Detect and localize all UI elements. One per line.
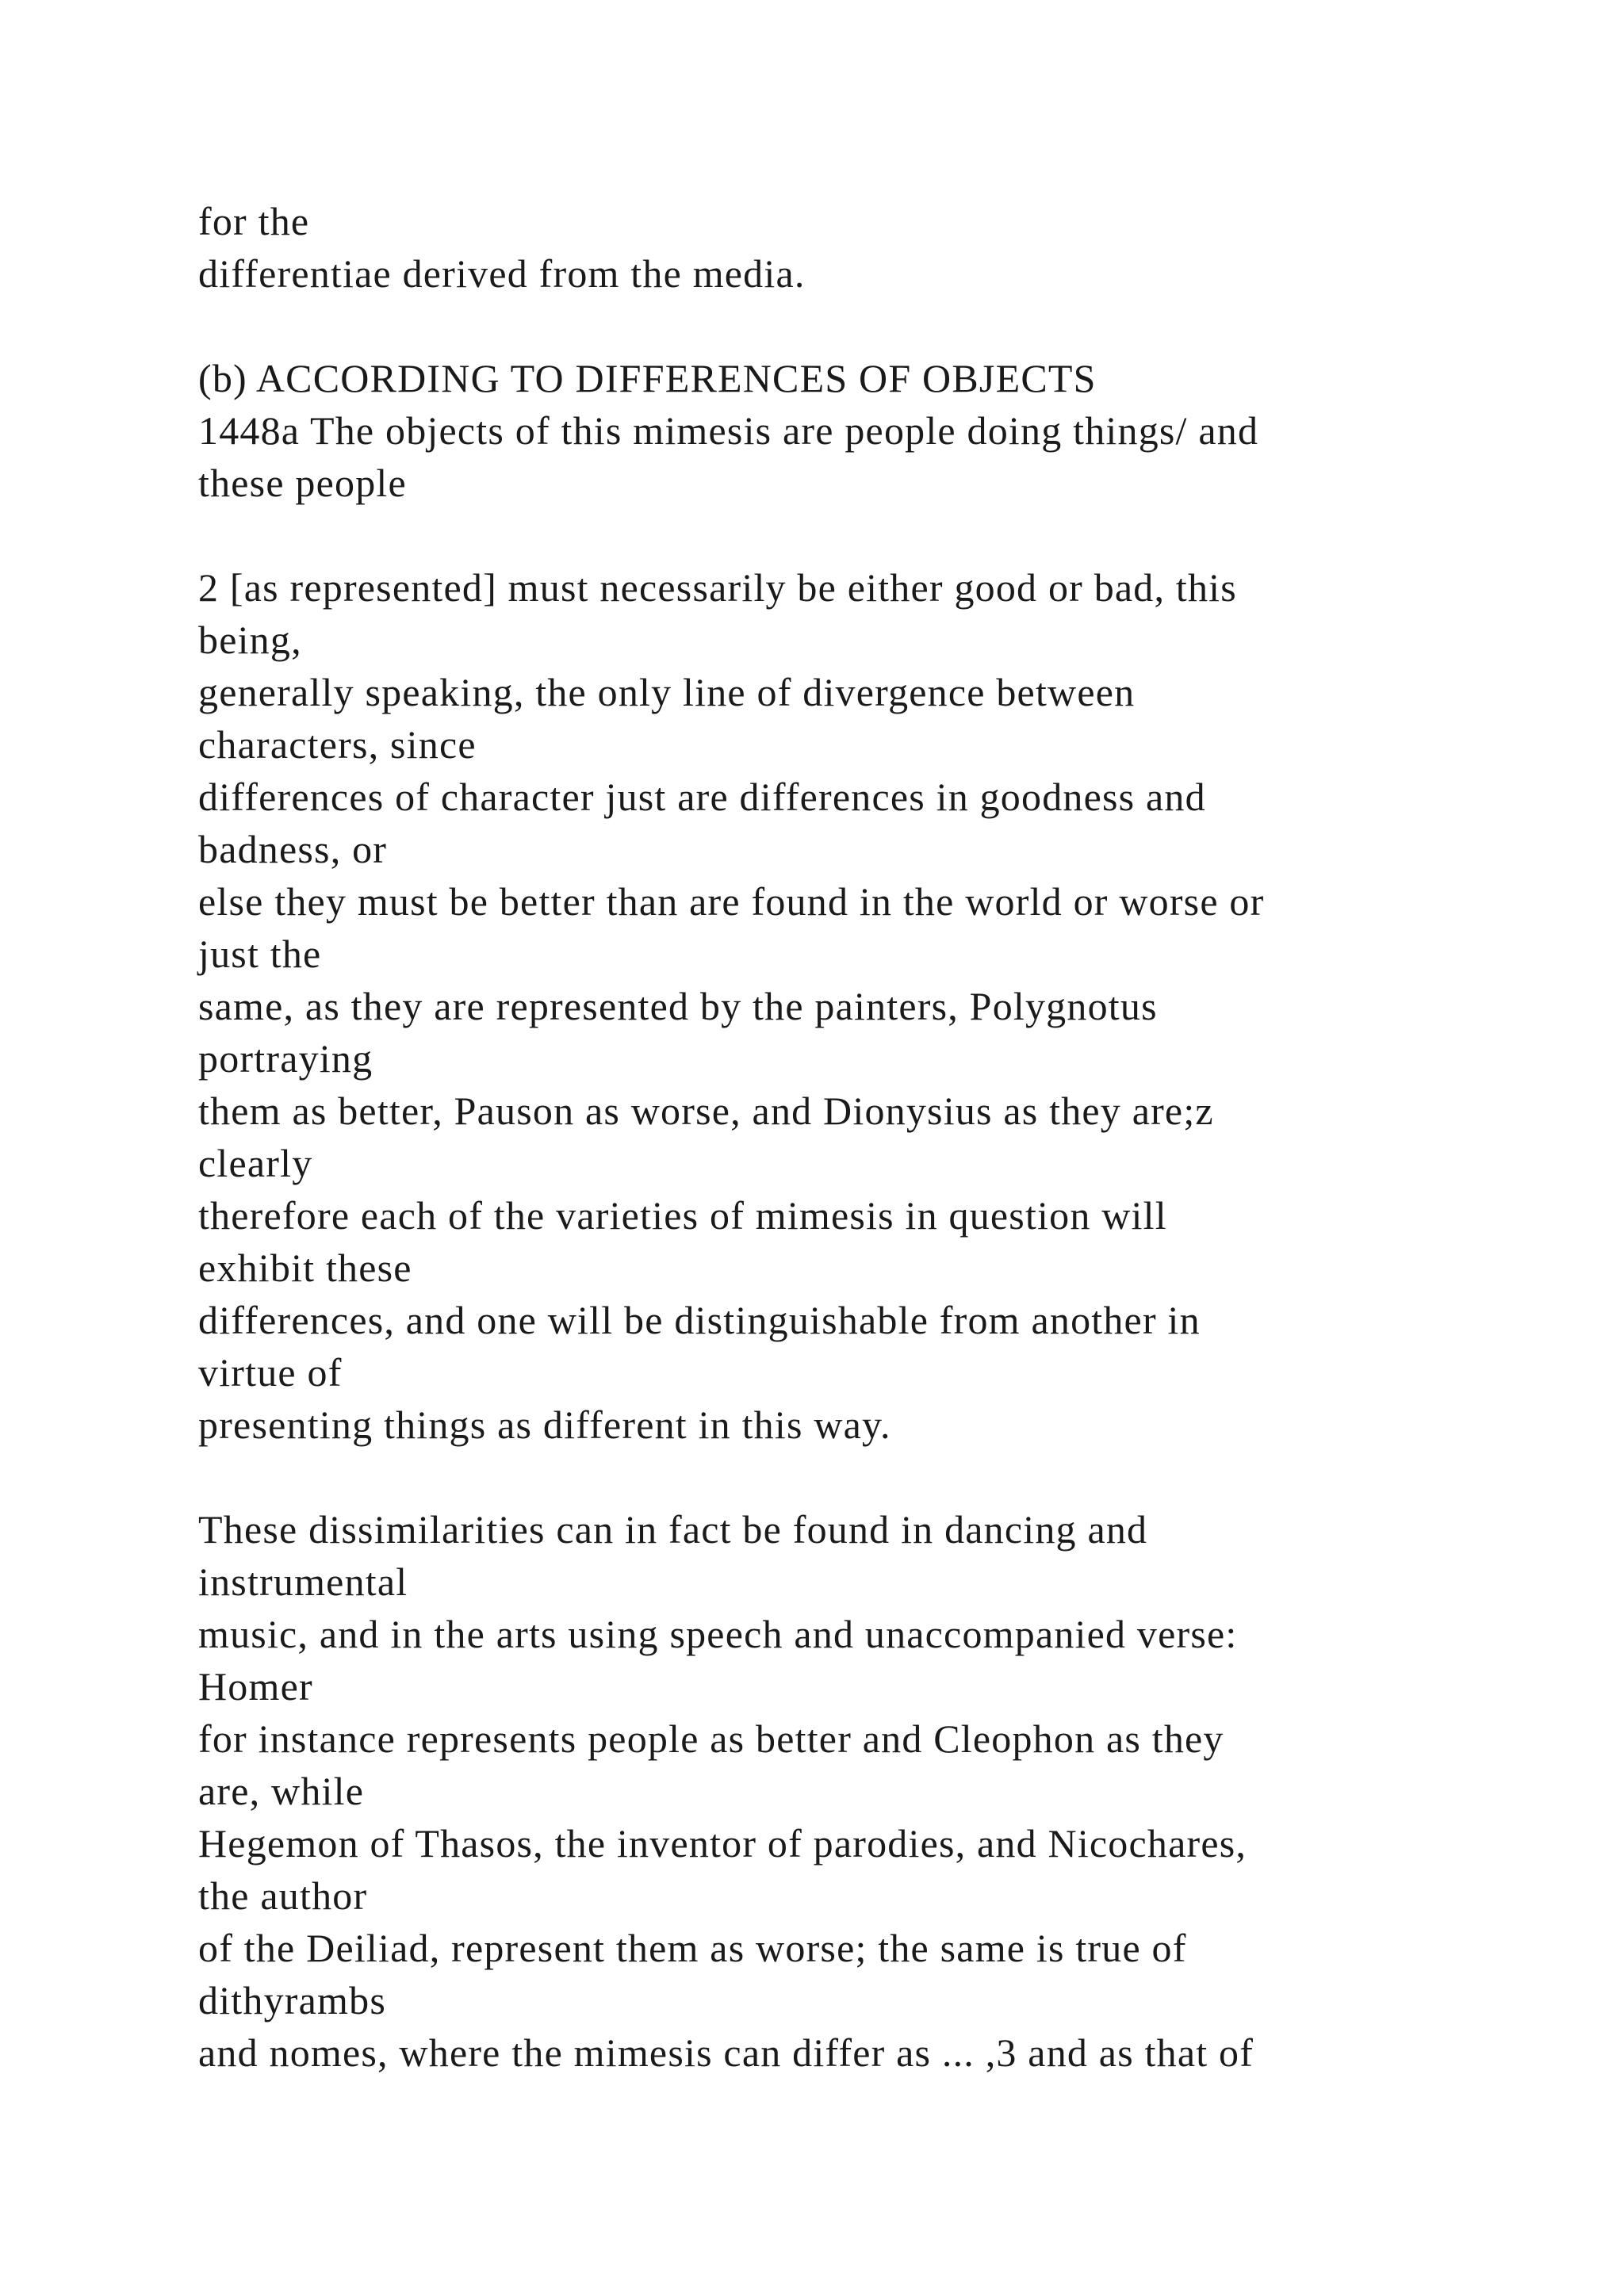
text-line: just the: [198, 932, 322, 976]
text-line: therefore each of the varieties of mimesis in question will: [198, 1193, 1167, 1238]
text-line: them as better, Pauson as worse, and Dionysius as they are;z: [198, 1089, 1214, 1133]
text-line: differentiae derived from the media.: [198, 251, 806, 296]
text-line: and nomes, where the mimesis can differ as ... ,3 and as that of: [198, 2030, 1254, 2075]
document-text: [198, 195, 1546, 2079]
text-line: same, as they are represented by the painters, Polygnotus: [198, 984, 1158, 1028]
text-line: 2 [as represented] must necessarily be either good or bad, this: [198, 565, 1237, 610]
text-line: differences of character just are differences in goodness and: [198, 775, 1206, 819]
text-line: differences, and one will be distinguishable from another in: [198, 1298, 1201, 1342]
text-line: these people: [198, 461, 407, 505]
paragraph-break: [198, 509, 1546, 561]
text-line: being,: [198, 618, 302, 662]
paragraph-break: [198, 1451, 1546, 1503]
text-line: 1448a The objects of this mimesis are people doing things/ and: [198, 408, 1259, 453]
text-line: instrumental: [198, 1559, 408, 1604]
text-line: for instance represents people as better and Cleophon as they: [198, 1716, 1224, 1761]
text-line: dithyrambs: [198, 1978, 386, 2022]
paragraph-break: [198, 300, 1546, 352]
text-line: exhibit these: [198, 1246, 412, 1290]
text-line: These dissimilarities can in fact be found in dancing and: [198, 1507, 1148, 1552]
text-line: badness, or: [198, 827, 388, 871]
text-line: else they must be better than are found in the world or worse or: [198, 879, 1265, 924]
text-line: characters, since: [198, 722, 477, 767]
text-line: clearly: [198, 1141, 313, 1185]
text-line: presenting things as different in this way.: [198, 1402, 891, 1447]
section-heading: (b) ACCORDING TO DIFFERENCES OF OBJECTS: [198, 356, 1097, 400]
text-line: the author: [198, 1873, 368, 1918]
text-line: music, and in the arts using speech and unaccompanied verse:: [198, 1612, 1238, 1656]
text-line: Homer: [198, 1664, 313, 1709]
text-line: portraying: [198, 1036, 373, 1081]
text-line: are, while: [198, 1769, 365, 1813]
text-line: virtue of: [198, 1350, 343, 1395]
text-line: of the Deiliad, represent them as worse; the same is true of: [198, 1926, 1187, 1970]
text-line: for the: [198, 199, 310, 243]
text-line: generally speaking, the only line of divergence between: [198, 670, 1136, 714]
text-line: Hegemon of Thasos, the inventor of parodies, and Nicochares,: [198, 1821, 1247, 1866]
